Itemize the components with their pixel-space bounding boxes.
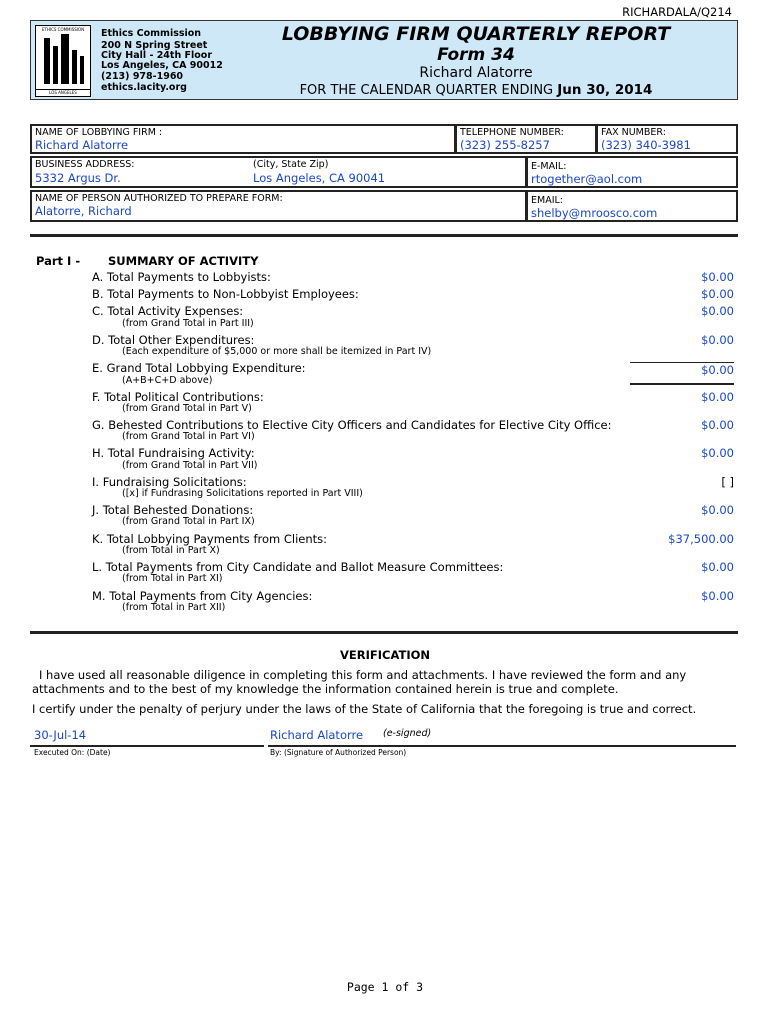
item-d-amount: $0.00 bbox=[701, 333, 734, 347]
item-g-amount: $0.00 bbox=[701, 418, 734, 432]
part-label: Part I - bbox=[36, 254, 81, 268]
item-j-label: J. Total Behested Donations: bbox=[92, 503, 254, 517]
item-f-note: (from Grand Total in Part V) bbox=[122, 403, 252, 414]
preparer-email-value: shelby@mroosco.com bbox=[531, 206, 658, 220]
item-m-amount: $0.00 bbox=[701, 589, 734, 603]
item-c-label: C. Total Activity Expenses: bbox=[92, 304, 244, 318]
form-title: LOBBYING FIRM QUARTERLY REPORT bbox=[281, 23, 671, 45]
agency-hall: City Hall - 24th Floor bbox=[101, 50, 213, 61]
item-h-amount: $0.00 bbox=[701, 446, 734, 460]
verification-heading: VERIFICATION bbox=[340, 648, 430, 662]
item-l-note: (from Total in Part XI) bbox=[122, 573, 223, 584]
document-id: RICHARDALA/Q214 bbox=[622, 5, 732, 19]
item-b-amount: $0.00 bbox=[701, 287, 734, 301]
item-b-label: B. Total Payments to Non-Lobbyist Employees: bbox=[92, 287, 359, 301]
authorized-person-box bbox=[30, 190, 527, 222]
city-state-zip-label: (City, State Zip) bbox=[253, 159, 329, 170]
item-i-checkbox: [ ] bbox=[721, 475, 734, 489]
firm-name-value: Richard Alatorre bbox=[35, 138, 129, 152]
signature-line bbox=[268, 745, 736, 747]
quarter-date: Jun 30, 2014 bbox=[557, 82, 653, 98]
date-line-label: Executed On: (Date) bbox=[34, 748, 111, 757]
item-m-note: (from Total in Part XII) bbox=[122, 602, 226, 613]
item-l-label: L. Total Payments from City Candidate and Ballot Measure Committees: bbox=[92, 560, 504, 574]
quarter-prefix: FOR THE CALENDAR QUARTER ENDING bbox=[299, 83, 554, 98]
page-number: Page 1 of 3 bbox=[346, 980, 424, 994]
filer-name: Richard Alatorre bbox=[419, 65, 533, 81]
form-number: Form 34 bbox=[437, 45, 515, 65]
fax-value: (323) 340-3981 bbox=[601, 138, 691, 152]
authorized-person-label: NAME OF PERSON AUTHORIZED TO PREPARE FORM: bbox=[35, 193, 283, 204]
agency-phone: (213) 978-1960 bbox=[101, 71, 184, 82]
agency-name: Ethics Commission bbox=[101, 28, 202, 39]
email-value: rtogether@aol.com bbox=[531, 172, 643, 186]
item-g-note: (from Grand Total in Part VI) bbox=[122, 431, 255, 442]
item-k-label: K. Total Lobbying Payments from Clients: bbox=[92, 532, 328, 546]
firm-name-box bbox=[30, 124, 456, 154]
signer-name: Richard Alatorre bbox=[270, 728, 364, 742]
item-a-amount: $0.00 bbox=[701, 270, 734, 284]
agency-city: Los Angeles, CA 90012 bbox=[101, 60, 223, 71]
item-e-amount: $0.00 bbox=[701, 363, 734, 377]
e-signed-note: (e-signed) bbox=[383, 728, 432, 739]
logo-caption-top: ETHICS COMMISSION bbox=[41, 27, 85, 32]
item-a-label: A. Total Payments to Lobbyists: bbox=[92, 270, 271, 284]
item-k-note: (from Total in Part X) bbox=[122, 545, 220, 556]
item-j-amount: $0.00 bbox=[701, 503, 734, 517]
perjury-statement: I certify under the penalty of perjury under the laws of the State of California that the foregoing is true and correct. bbox=[32, 702, 697, 716]
agency-street: 200 N Spring Street bbox=[101, 40, 208, 51]
date-line bbox=[30, 745, 264, 747]
item-j-note: (from Grand Total in Part IX) bbox=[122, 516, 255, 527]
email-box bbox=[526, 156, 738, 188]
item-l-amount: $0.00 bbox=[701, 560, 734, 574]
section-divider bbox=[30, 234, 738, 237]
business-address-label: BUSINESS ADDRESS: bbox=[35, 159, 135, 170]
fax-box bbox=[596, 124, 738, 154]
agency-website: ethics.lacity.org bbox=[101, 82, 187, 93]
fax-label: FAX NUMBER: bbox=[601, 127, 666, 138]
signature-line-label: By: (Signature of Authorized Person) bbox=[270, 748, 407, 757]
city-state-zip-value: Los Angeles, CA 90041 bbox=[253, 171, 386, 185]
business-address-value: 5332 Argus Dr. bbox=[35, 171, 121, 185]
item-d-note: (Each expenditure of $5,000 or more shall be itemized in Part IV) bbox=[122, 346, 432, 357]
logo-caption-bottom: LOS ANGELES bbox=[36, 89, 90, 95]
item-h-label: H. Total Fundraising Activity: bbox=[92, 446, 255, 460]
preparer-email-box bbox=[526, 190, 738, 222]
telephone-value: (323) 255-8257 bbox=[460, 138, 550, 152]
authorized-person-value: Alatorre, Richard bbox=[35, 204, 132, 218]
section-divider bbox=[30, 631, 738, 634]
item-m-label: M. Total Payments from City Agencies: bbox=[92, 589, 313, 603]
firm-name-label: NAME OF LOBBYING FIRM : bbox=[35, 127, 163, 138]
verification-statement: I have used all reasonable diligence in completing this form and attachments. I have reviewed the form and any attachments and to the best of my knowledge the information contained herein is true and complete. bbox=[32, 668, 687, 696]
summary-heading: SUMMARY OF ACTIVITY bbox=[108, 254, 259, 268]
item-i-label: I. Fundraising Solicitations: bbox=[92, 475, 247, 489]
item-c-amount: $0.00 bbox=[701, 304, 734, 318]
business-address-box bbox=[30, 156, 527, 188]
item-k-amount: $37,500.00 bbox=[668, 532, 734, 546]
report-header bbox=[30, 20, 738, 100]
item-f-amount: $0.00 bbox=[701, 390, 734, 404]
quarter-ending bbox=[261, 82, 691, 98]
item-h-note: (from Grand Total in Part VII) bbox=[122, 460, 258, 471]
item-c-note: (from Grand Total in Part III) bbox=[122, 318, 254, 329]
item-e-label: E. Grand Total Lobbying Expenditure: bbox=[92, 361, 306, 375]
item-g-label: G. Behested Contributions to Elective City Officers and Candidates for Elective City Office: bbox=[92, 418, 612, 432]
execution-date: 30-Jul-14 bbox=[34, 728, 87, 742]
total-rule bbox=[630, 383, 734, 385]
item-i-note: ([x] if Fundrasing Solicitations reported in Part VIII) bbox=[122, 488, 363, 499]
telephone-box bbox=[455, 124, 597, 154]
preparer-email-label: EMAIL: bbox=[531, 195, 563, 206]
ethics-commission-logo bbox=[35, 25, 91, 97]
item-f-label: F. Total Political Contributions: bbox=[92, 390, 264, 404]
email-label: E-MAIL: bbox=[531, 161, 567, 172]
telephone-label: TELEPHONE NUMBER: bbox=[460, 127, 564, 138]
item-d-label: D. Total Other Expenditures: bbox=[92, 333, 255, 347]
item-e-note: (A+B+C+D above) bbox=[122, 375, 213, 386]
